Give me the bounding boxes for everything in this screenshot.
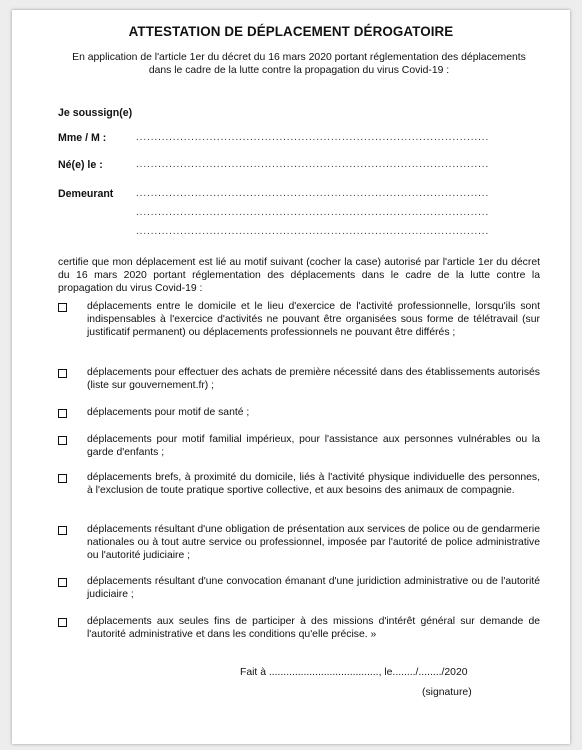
option-shopping-text: déplacements pour effectuer des achats de première nécessité dans des établissements autorisés (liste sur gouvernement.fr) ;	[87, 367, 540, 391]
checkbox-family[interactable]	[58, 436, 67, 445]
option-family-text: déplacements pour motif familial impérieux, pour l'assistance aux personnes vulnérables ou la garde d'enfants ;	[87, 434, 540, 458]
document-title: ATTESTATION DE DÉPLACEMENT DÉROGATOIRE	[128, 24, 454, 39]
option-court-text: déplacements résultant d'une convocation émanant d'une juridiction administrative ou de l'autorité judiciaire ;	[87, 576, 540, 600]
option-police-text: déplacements résultant d'une obligation de présentation aux services de police ou de gendarmerie nationales ou à tout autre service ou professionnel, imposée par l'autorité de police administrative ou l'autorité judiciaire ;	[87, 524, 540, 561]
intro-paragraph: En application de l'article 1er du décret du 16 mars 2020 portant réglementation des déplacements dans le cadre de la lutte contre la propagation du virus Covid-19 :	[72, 52, 526, 76]
field-label-name: Mme / M :	[58, 132, 107, 144]
checkbox-professional[interactable]	[58, 303, 67, 312]
field-label-soussigne: Je soussign(e)	[58, 107, 133, 119]
signature-label: (signature)	[422, 687, 472, 698]
place-date-line[interactable]: Fait à ......................................, le......../......../2020	[240, 667, 468, 678]
birthdate-field[interactable]: ................................................................................................	[136, 159, 490, 170]
certify-paragraph: certifie que mon déplacement est lié au motif suivant (cocher la case) autorisé par l'article 1er du décret du 16 mars 2020 portant réglementation des déplacements dans le cadre de la lutte contre la propagation du virus Covid-19 :	[58, 257, 540, 294]
address-field-line-3[interactable]: ................................................................................................	[136, 226, 490, 237]
option-professional-text: déplacements entre le domicile et le lieu d'exercice de l'activité professionnelle, lorsqu'ils sont indispensables à l'exercice d'activités ne pouvant être organisées sous forme de télétravail (sur justificatif permanent) ou déplacements professionnels ne pouvant être différés ;	[87, 301, 540, 338]
checkbox-exercise[interactable]	[58, 474, 67, 483]
attestation-sheet	[12, 10, 570, 744]
option-exercise-text: déplacements brefs, à proximité du domicile, liés à l'activité physique individuelle des personnes, à l'exclusion de toute pratique sportive collective, et aux besoins des animaux de compagnie.	[87, 472, 540, 496]
checkbox-health[interactable]	[58, 409, 67, 418]
checkbox-police[interactable]	[58, 526, 67, 535]
option-general-interest-text: déplacements aux seules fins de participer à des missions d'intérêt général sur demande de l'autorité administrative et dans les conditions qu'elle précise. »	[87, 616, 540, 640]
option-health-text: déplacements pour motif de santé ;	[87, 407, 250, 418]
name-field[interactable]: ................................................................................................	[136, 132, 490, 143]
field-label-birthdate: Né(e) le :	[58, 159, 103, 171]
checkbox-general-interest[interactable]	[58, 618, 67, 627]
field-label-address: Demeurant	[58, 188, 114, 200]
address-field-line-2[interactable]: ................................................................................................	[136, 207, 490, 218]
checkbox-court[interactable]	[58, 578, 67, 587]
checkbox-shopping[interactable]	[58, 369, 67, 378]
address-field-line-1[interactable]: ................................................................................................	[136, 188, 490, 199]
